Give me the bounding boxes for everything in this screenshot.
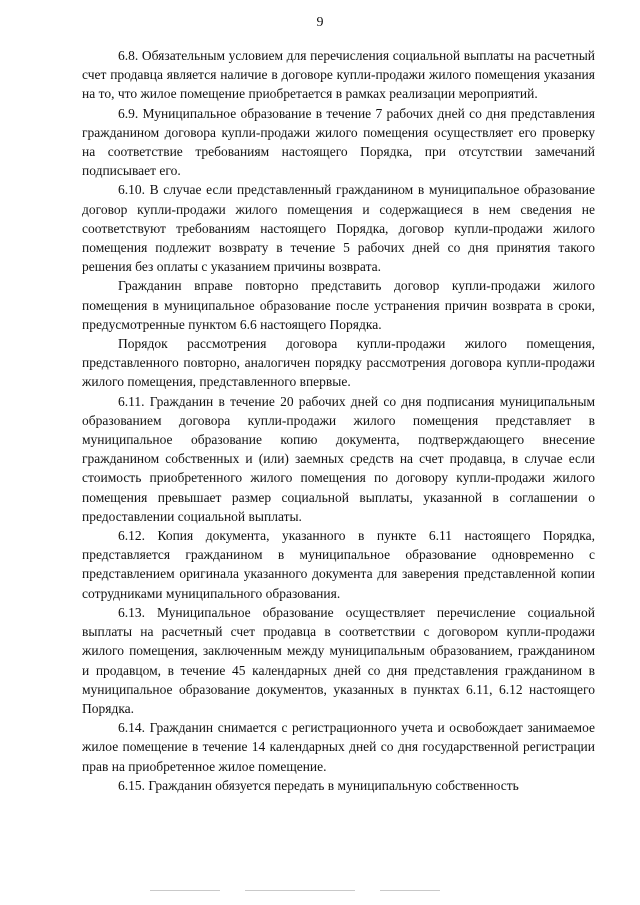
paragraph-6-10: 6.10. В случае если представленный гражданином в муниципальное образование договор купли-продажи жилого помещения и содержащиеся в нем сведения не соответствуют требованиям настоящего Порядка, договор купли-продажи жилого помещения подлежит возврату в течение 5 рабочих дней со дня принятия такого решения без оплаты с указанием причины возврата. bbox=[82, 182, 595, 275]
paragraph-6-13: 6.13. Муниципальное образование осуществляет перечисление социальной выплаты на расчетный счет продавца в соответствии с договором купли-продажи жилого помещения, заключенным между муниципальным образованием, гражданином и продавцом, в течение 45 календарных дней со дня представления гражданином в муниципальное образование документов, указанных в пунктах 6.11, 6.12 настоящего Порядка. bbox=[82, 604, 595, 716]
scan-artifact-line bbox=[150, 890, 220, 891]
paragraph-6-11: 6.11. Гражданин в течение 20 рабочих дней со дня подписания муниципальным образованием договора купли-продажи жилого помещения представляет в муниципальное образование копию документа, подтверждающего внесение гражданином собственных и (или) заемных средств на счет продавца, в случае если стоимость приобретенного жилого помещения по договору купли-продажи жилого помещения превышает размер социальной выплаты, указанной в соглашении о предоставлении социальной выплаты. bbox=[82, 393, 595, 524]
paragraph-resubmission: Гражданин вправе повторно представить договор купли-продажи жилого помещения в муниципальное образование после устранения причин возврата в сроки, предусмотренные пунктом 6.6 настоящего Порядка. bbox=[82, 278, 595, 332]
paragraph-6-9: 6.9. Муниципальное образование в течение 7 рабочих дней со дня представления гражданином договора купли-продажи жилого помещения осуществляет его проверку на соответствие требованиям настоящего Порядка, при отсутствии замечаний подписывает его. bbox=[82, 105, 595, 179]
paragraph-6-12: 6.12. Копия документа, указанного в пункте 6.11 настоящего Порядка, представляется гражданином в муниципальное образование одновременно с представлением оригинала указанного документа для заверения представленной копии сотрудниками муниципального образования. bbox=[82, 528, 595, 601]
scan-artifact-line bbox=[380, 890, 440, 891]
paragraph-6-14: 6.14. Гражданин снимается с регистрационного учета и освобождает занимаемое жилое помещение в течение 14 календарных дней со дня государственной регистрации прав на приобретенное жилое помещение. bbox=[82, 720, 595, 774]
paragraph-6-8: 6.8. Обязательным условием для перечисления социальной выплаты на расчетный счет продавца является наличие в договоре купли-продажи жилого помещения указания на то, что жилое помещение приобретается в рамках реализации мероприятий. bbox=[82, 48, 595, 102]
document-body bbox=[82, 46, 595, 795]
paragraph-6-15: 6.15. Гражданин обязуется передать в муниципальную собственность bbox=[118, 777, 519, 793]
paragraph-review-order: Порядок рассмотрения договора купли-продажи жилого помещения, представленного повторно, аналогичен порядку рассмотрения договора купли-продажи жилого помещения, представленного впервые. bbox=[82, 336, 595, 390]
page-number: 9 bbox=[316, 15, 324, 30]
scan-artifact-line bbox=[245, 890, 355, 891]
